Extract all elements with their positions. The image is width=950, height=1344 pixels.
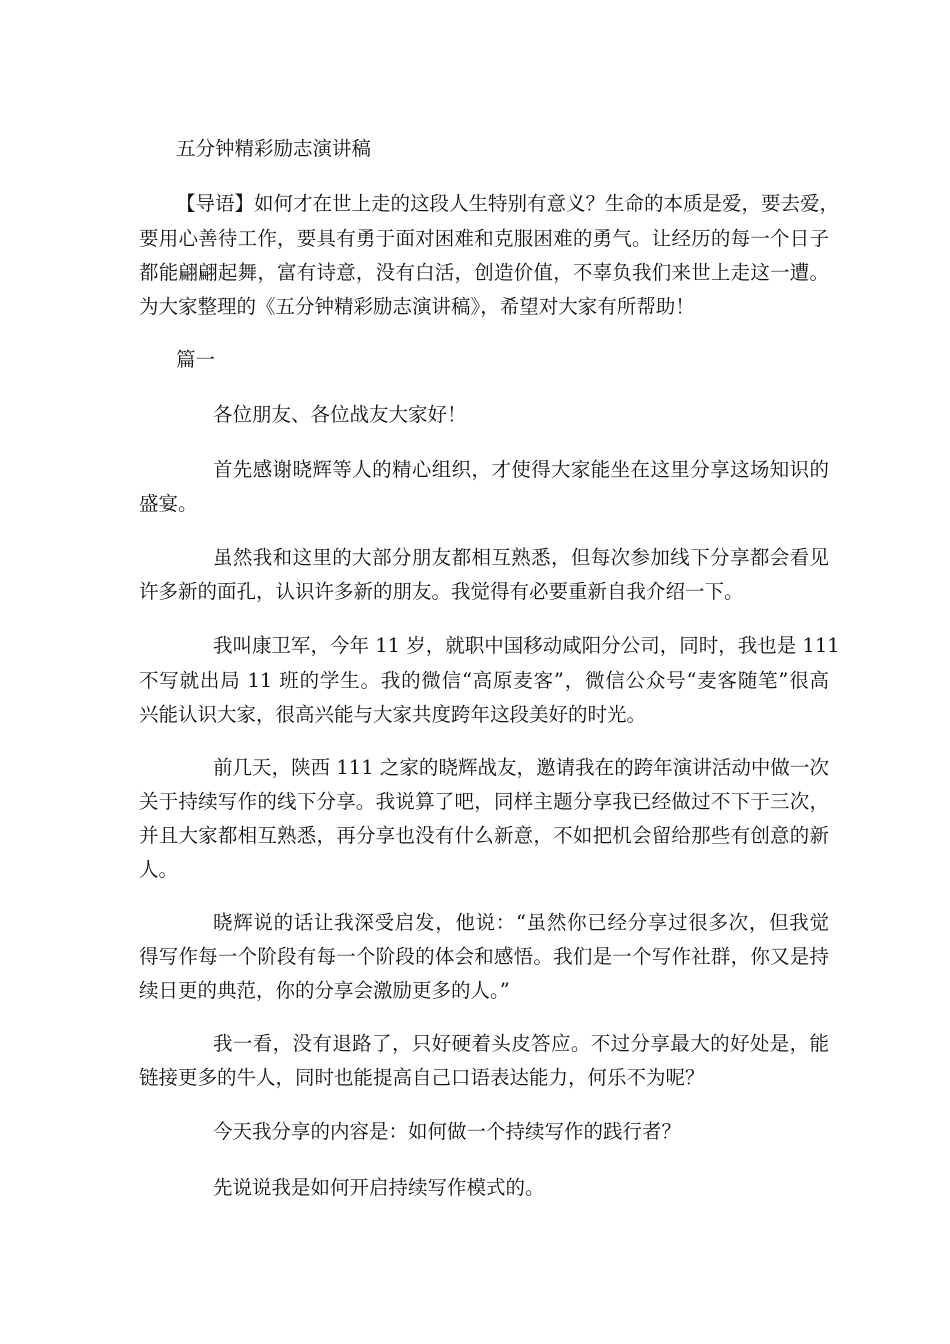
paragraph-line: 关于持续写作的线下分享。我说算了吧，同样主题分享我已经做过不下于三次， — [139, 790, 829, 813]
intro-line: 要用心善待工作，要具有勇于面对困难和克服困难的勇气。让经历的每一个日子 — [139, 227, 829, 250]
paragraph-line: 并且大家都相互熟悉，再分享也没有什么新意，不如把机会留给那些有创意的新 — [139, 824, 829, 847]
intro-line: 为大家整理的《五分钟精彩励志演讲稿》，希望对大家有所帮助！ — [139, 295, 695, 318]
paragraph-line: 首先感谢晓辉等人的精心组织，才使得大家能坐在这里分享这场知识的 — [213, 458, 829, 481]
paragraph-line: 晓辉说的话让我深受启发，他说：“虽然你已经分享过很多次，但我觉 — [213, 911, 829, 934]
paragraph-line: 今天我分享的内容是：如何做一个持续写作的践行者？ — [213, 1120, 682, 1143]
intro-line: 都能翩翩起舞，富有诗意，没有白活，创造价值，不辜负我们来世上走这一遭。 — [139, 261, 829, 284]
paragraph-line: 我叫康卫军，今年 11 岁，就职中国移动咸阳分公司，同时，我也是 111 — [213, 634, 840, 657]
paragraph-line: 盛宴。 — [139, 492, 198, 515]
document-title: 五分钟精彩励志演讲稿 — [176, 137, 372, 160]
paragraph-line: 链接更多的牛人，同时也能提高自己口语表达能力，何乐不为呢？ — [139, 1066, 705, 1089]
paragraph-line: 续日更的典范，你的分享会激励更多的人。” — [139, 979, 510, 1002]
paragraph-line: 各位朋友、各位战友大家好！ — [213, 403, 467, 426]
section-heading: 篇一 — [176, 348, 216, 371]
paragraph-line: 不写就出局 11 班的学生。我的微信“高原麦客”，微信公众号“麦客随笔”很高 — [139, 669, 829, 692]
paragraph-line: 人。 — [139, 858, 179, 881]
paragraph-line: 得写作每一个阶段有每一个阶段的体会和感悟。我们是一个写作社群，你又是持 — [139, 945, 829, 968]
paragraph-line: 兴能认识大家，很高兴能与大家共度跨年这段美好的时光。 — [139, 703, 647, 726]
paragraph-line: 先说说我是如何开启持续写作模式的。 — [213, 1176, 545, 1199]
paragraph-line: 前几天，陕西 111 之家的晓辉战友，邀请我在的跨年演讲活动中做一次 — [213, 756, 829, 779]
paragraph-line: 我一看，没有退路了，只好硬着头皮答应。不过分享最大的好处是，能 — [213, 1032, 829, 1055]
intro-line: 【导语】如何才在世上走的这段人生特别有意义？生命的本质是爱，要去爱， — [176, 192, 840, 215]
paragraph-line: 许多新的面孔，认识许多新的朋友。我觉得有必要重新自我介绍一下。 — [139, 580, 744, 603]
paragraph-line: 虽然我和这里的大部分朋友都相互熟悉，但每次参加线下分享都会看见 — [213, 546, 829, 569]
